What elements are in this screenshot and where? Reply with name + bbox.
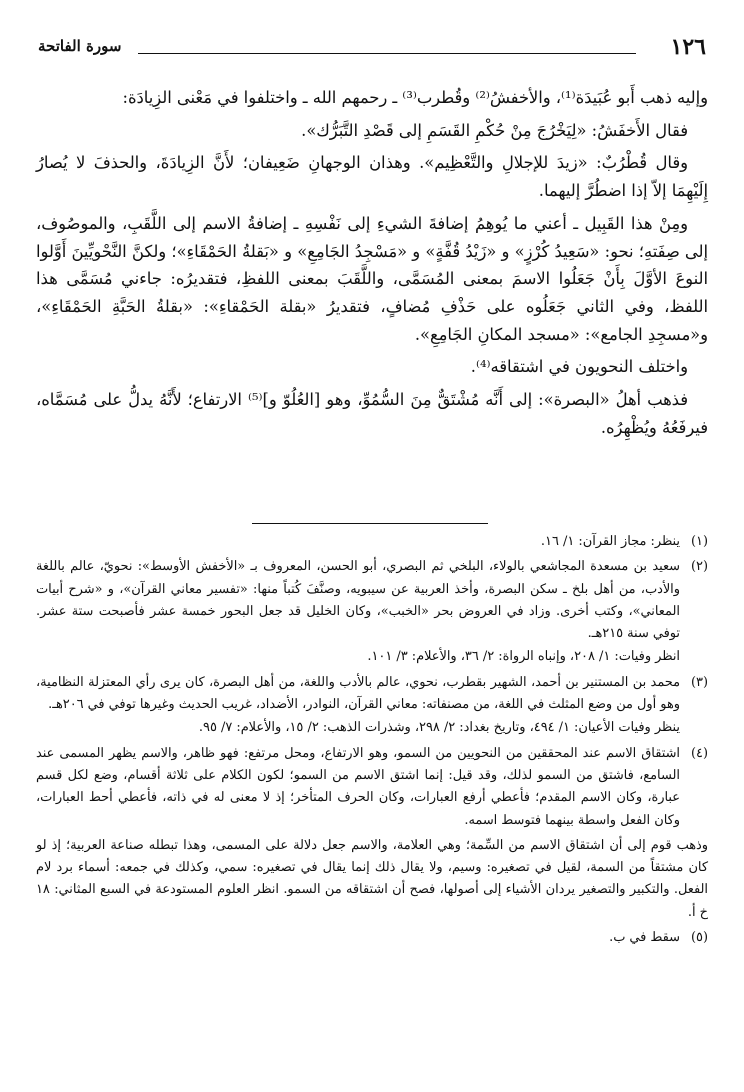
- paragraph: فذهب أهلُ «البصرة»: إلى أَنَّه مُشْتَقٌّ مِنَ السُّمُوِّ، وهو [العُلُوّ و]⁽⁵⁾ الارتفاع؛ لأَنَّهُ يدلُّ على مُسَمَّاه، فيرفَعُهُ ويُظْهِرُه.: [36, 390, 708, 437]
- page-number: ١٢٦: [670, 34, 706, 60]
- footnote-text: سقط في ب.: [609, 930, 680, 946]
- main-text: [36, 84, 708, 446]
- footnote-text: ينظر: مجاز القرآن: ١/ ١٦.: [540, 534, 680, 549]
- footnote: [36, 672, 708, 740]
- paragraph: ومِنْ هذا القَبِيل ـ أعني ما يُوهِمُ إضافةَ الشيءِ إلى نَفْسِهِ ـ إضافةُ الاسم إلى اللَّقَبِ، والموصُوف، إلى صِفَتهِ؛ نحو: «سَعِيدُ كُرْزٍ» و «زَيْدُ قُفَّةٍ» و «مَسْجِدُ الجَامِعِ» و «بَقلةُ الحَمْقَاءِ»؛ ولكنَّ النَّحْويِّينَ أَوَّلوا النوعَ الأوَّلَ بِأَنْ جَعَلُوا الاسمَ بمعنى المُسَمَّى، واللَّقَبَ بمعنى اللفظِ، فتقديرُه: جاءني مُسَمَّى هذا اللفظ، وفي الثاني جَعَلُوه على حَذْفِ مُضافٍ، فتقديرُ «بقلة الحَمْقاءِ»: «بقلةُ الحَبَّةِ الحَمْقَاءِ»، و«مسجِدِ الجامع»: «مسجد المكانِ الجَامِعِ».: [36, 213, 708, 344]
- footnote: [36, 531, 708, 553]
- footnotes: [36, 531, 708, 952]
- footnote: [36, 556, 708, 668]
- footnote-text: اشتقاق الاسم عند المحققين من النحويين من السمو، وهو الارتفاع، ومحل مرتفع: فهو ظاهر، والاسم يظهر المسمى عند السامع، فاشتق من السمو لذلك، وقد قيل: إنما اشتق الاسم من السمو؛ لكون الكلام على ثلاثة أقسام، وضع لكل قسم عبارة، وكان الاسم المقدم؛ فأعطي أرفع العبارات، وكان الحرف المتأخر؛ إذ لا معنى له في ذاته، فأعطي أحط العبارات، وكان الفعل واسطة بينهما فتوسط اسمه.: [36, 745, 680, 828]
- footnote-text: محمد بن المستنير بن أحمد، الشهير بقطرب، نحوي، عالم بالأدب واللغة، من أهل البصرة، كان يرى رأي المعتزلة النظامية، وهو أول من وضع المثلث في اللغة، من مصنفاته: معاني القرآن، النوادر، الأضداد، غريب الحديث وغيرها توفي في ٢٠٦هـ.: [36, 674, 680, 713]
- footnote-number: (٤): [691, 745, 708, 761]
- footnote: [36, 927, 708, 949]
- header-rule: [138, 53, 636, 54]
- footnote-number: (١): [691, 534, 708, 549]
- footnote-reference: ينظر وفيات الأعيان: ١/ ٤٩٤، وتاريخ بغداد: ٢/ ٢٩٨، وشذرات الذهب: ٢/ ١٥، والأعلام: ٧/ ٩٥.: [198, 720, 680, 736]
- footnote-number: (٢): [691, 559, 708, 575]
- footnote-number: (٣): [691, 674, 708, 690]
- paragraph: واختلف النحويون في اشتقاقه⁽⁴⁾.: [470, 357, 688, 377]
- footnote-separator: [252, 523, 488, 524]
- footnote: [36, 743, 708, 832]
- footnote-continuation: وذهب قوم إلى أن اشتقاق الاسم من السِّمة؛ وهي العلامة، والاسم جعل دلالة على المسمى، وهذا تبطله صناعة العربية؛ إذ لو كان مشتقاً من السمة، لقيل في تصغيره: وسيم، ولا يقال ذلك إنما يقال في تصغيره: سمي، وكذلك في جمعه: أسماء برد لام الفعل. والتكبير والتصغير يردان الأشياء إلى أصولها، فصح أن اشتقاقه من السمو. انظر العلوم المستودعة في السبع المثاني: ١٨ خ أ.: [36, 837, 708, 920]
- paragraph: وقال قُطْرُبٌ: «زيدَ للإجلالِ والتَّعْظِيم». وهذان الوجهانِ ضَعِيفان؛ لأَنَّ الزِيادَةَ، والحذفَ لا يُصارُ إِلَيْهِمَا إلاّ إذا اضطُرَّ إليهما.: [36, 153, 708, 201]
- paragraph: فقال الأَخفَشُ: «لِيَخْرُجَ مِنْ حُكْمِ القَسَمِ إلى قَصْدِ التَّبَرُّك».: [301, 120, 688, 140]
- footnote-reference: انظر وفيات: ١/ ٢٠٨، وإنباه الرواة: ٢/ ٣٦، والأعلام: ٣/ ١٠١.: [367, 649, 680, 665]
- footnote-text: سعيد بن مسعدة المجاشعي بالولاء، البلخي ثم البصري، أبو الحسن، المعروف بـ «الأخفش الأوسط»: نحويّ، عالم باللغة والأدب، من أهل بلخ ـ سكن البصرة، وأخذ العربية عن سيبويه، وصنَّفَ كُتباً منها: «تفسير معاني القرآن»، و «شرح أبيات المعاني»، وكتب أخرى. وزاد في العروض بحر «الخبب»، وكان الخليل قد جعل البحور خمسة عشر فأصبحت ستة عشر. توفي سنة ٢١٥هـ.: [36, 559, 680, 642]
- paragraph: وإليه ذهب أَبو عُبَيدَة⁽¹⁾، والأخفشُ⁽²⁾ وقُطرب⁽³⁾ ـ رحمهم الله ـ واختلفوا في مَعْنى الزِيادَة:: [122, 88, 708, 107]
- footnote-number: (٥): [691, 930, 708, 946]
- page-header: [38, 36, 706, 66]
- surah-title: سورة الفاتحة: [38, 37, 122, 55]
